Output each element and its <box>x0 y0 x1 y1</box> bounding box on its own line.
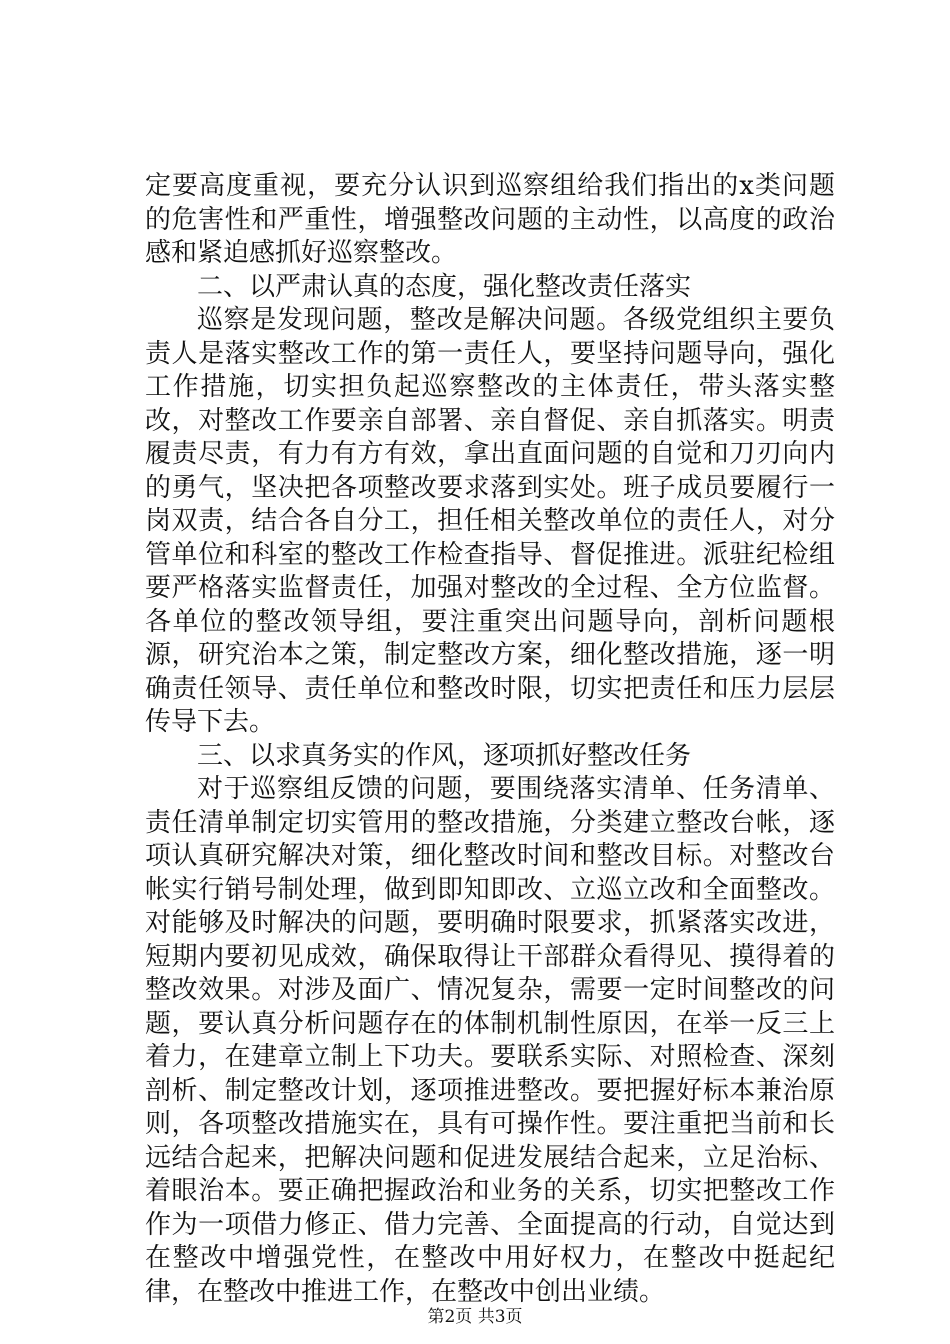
section-heading-3: 三、以求真务实的作风，逐项抓好整改任务 <box>197 740 692 771</box>
document-body <box>145 170 835 1309</box>
paragraph-3: 对于巡察组反馈的问题，要围绕落实清单、任务清单、责任清单制定切实管用的整改措施，分类建立整改台帐，逐项认真研究解决对策，细化整改时间和整改目标。对整改台帐实行销号制处理，做到即知即改、立巡立改和全面整改。对能够及时解决的问题，要明确时限要求，抓紧落实改进，短期内要初见成效，确保取得让干部群众看得见、摸得着的整改效果。对涉及面广、情况复杂，需要一定时间整改的问题，要认真分析问题存在的体制机制性原因，在举一反三上着力，在建章立制上下功夫。要联系实际、对照检查、深刻剖析、制定整改计划，逐项推进整改。要把握好标本兼治原则，各项整改措施实在，具有可操作性。要注重把当前和长远结合起来，把解决问题和促进发展结合起来，立足治标、着眼治本。要正确把握政治和业务的关系，切实把整改工作作为一项借力修正、借力完善、全面提高的行动，自觉达到在整改中增强党性，在整改中用好权力，在整改中挺起纪律，在整改中推进工作，在整改中创出业绩。 <box>145 774 835 1307</box>
page-number-footer: 第2页 共3页 <box>427 1307 523 1327</box>
paragraph-1: 定要高度重视，要充分认识到巡察组给我们指出的x类问题的危害性和严重性，增强整改问题的主动性，以高度的政治感和紧迫感抓好巡察整改。 <box>145 171 835 268</box>
section-heading-2: 二、以严肃认真的态度，强化整改责任落实 <box>197 271 692 302</box>
paragraph-2: 巡察是发现问题，整改是解决问题。各级党组织主要负责人是落实整改工作的第一责任人，要坚持问题导向，强化工作措施，切实担负起巡察整改的主体责任，带头落实整改，对整改工作要亲自部署、亲自督促、亲自抓落实。明责履责尽责，有力有方有效，拿出直面问题的自觉和刀刃向内的勇气，坚决把各项整改要求落到实处。班子成员要履行一岗双责，结合各自分工，担任相关整改单位的责任人，对分管单位和科室的整改工作检查指导、督促推进。派驻纪检组要严格落实监督责任，加强对整改的全过程、全方位监督。各单位的整改领导组，要注重突出问题导向，剖析问题根源，研究治本之策，制定整改方案，细化整改措施，逐一明确责任领导、责任单位和整改时限，切实把责任和压力层层传导下去。 <box>145 305 835 737</box>
